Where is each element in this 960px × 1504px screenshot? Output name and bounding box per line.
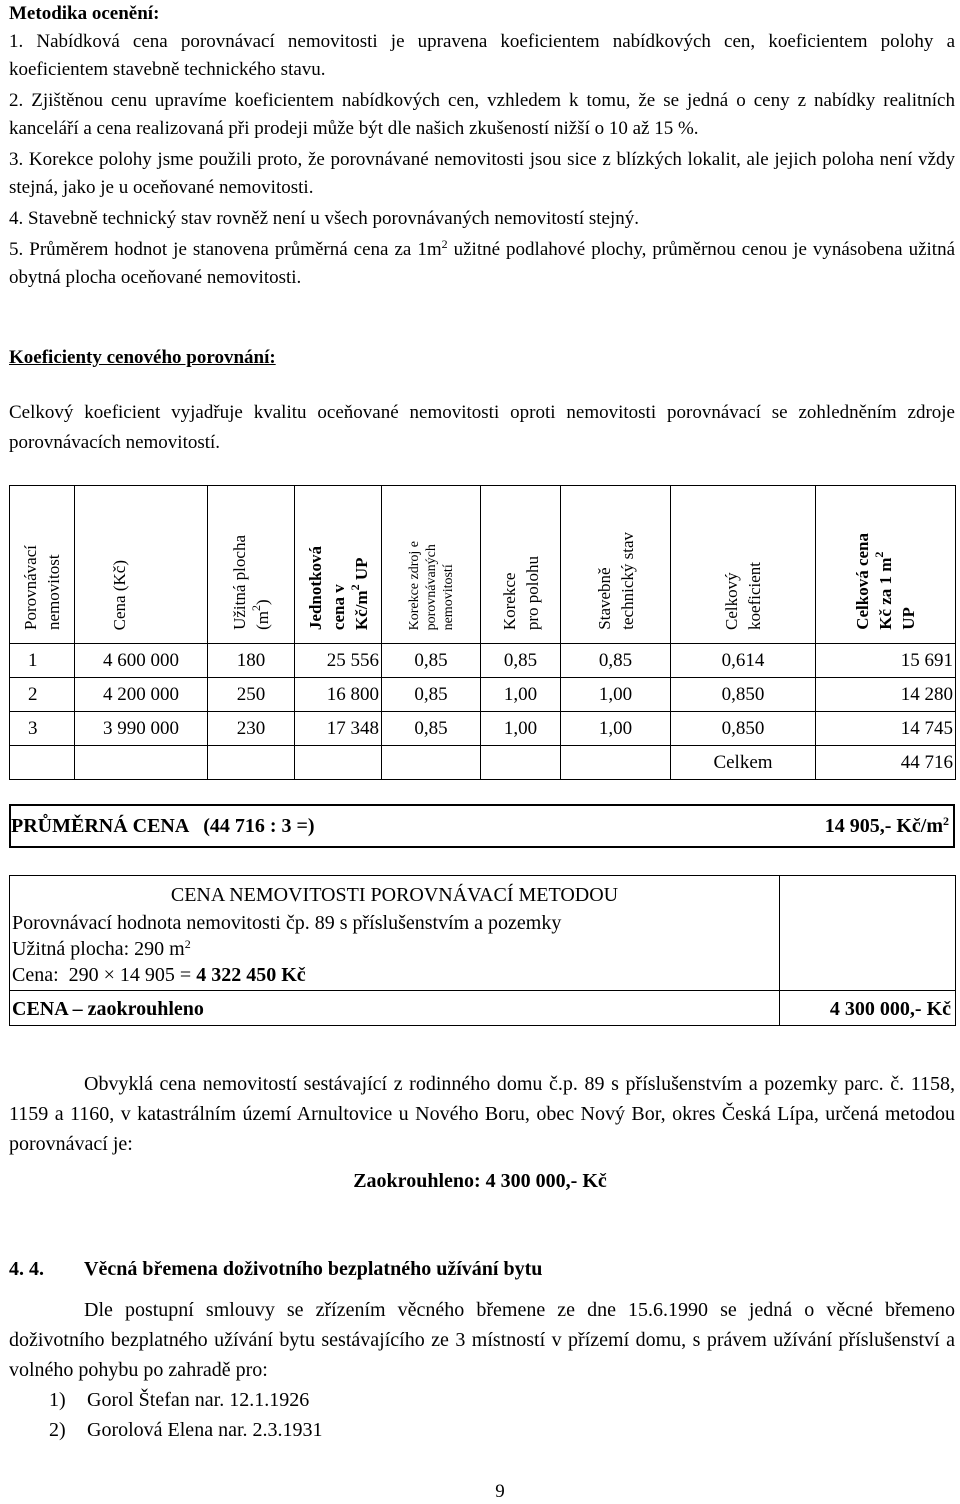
header-text: Celková cena [853, 533, 872, 630]
valuation-line-2 [12, 936, 777, 962]
row-total-price: 15 691 [816, 644, 956, 678]
header-unit-price [295, 486, 382, 644]
list-number: 1) [49, 1389, 66, 1411]
header-text: Celkový [722, 572, 741, 630]
empty-cell [75, 746, 208, 780]
row-total-price: 14 280 [816, 678, 956, 712]
row-price: 4 600 000 [75, 644, 208, 678]
methodology-item-2: 2. Zjištěnou cenu upravíme koeficientem nabídkových cen, vzhledem k tomu, že se jedná o ceny z nabídky realitních kanceláří a cena realizovaná při prodeji může být dle našich zkušeností nižší o 10 až 15 %. [9, 90, 955, 139]
header-text: nemovitostí [440, 563, 456, 630]
superscript: 2 [872, 551, 886, 558]
header-text: Jednotková [305, 545, 325, 630]
header-text: Kč/m [351, 590, 371, 630]
superscript: 2 [249, 605, 263, 612]
valuation-title: CENA NEMOVITOSTI POROVNÁVACÍ METODOU [170, 884, 619, 906]
methodology-item-3: 3. Korekce polohy jsme použili proto, že porovnávané nemovitosti jsou sice z blízkých lokalit, ale jejich poloha není vždy stejná, jako je u oceňované nemovitosti. [9, 149, 955, 198]
table-row [10, 712, 956, 746]
row-technical-condition: 1,00 [561, 712, 671, 746]
header-text: Kč za 1 m [876, 557, 895, 630]
summary-rounded: Zaokrouhleno: 4 300 000,- Kč [353, 1170, 607, 1192]
row-unit-price: 16 800 [295, 678, 382, 712]
methodology-item-5-text: 5. Průměrem hodnot je stanovena průměrná cena za 1m [9, 239, 442, 260]
row-unit-price: 25 556 [295, 644, 382, 678]
row-unit-price: 17 348 [295, 712, 382, 746]
row-area: 230 [208, 712, 295, 746]
person-name: Gorol Štefan nar. 12.1.1926 [87, 1389, 310, 1411]
page-number: 9 [495, 1481, 505, 1502]
section-number: 4. 4. [9, 1258, 44, 1280]
header-text: porovnávaných [423, 543, 439, 630]
summary-text: Obvyklá cena nemovitostí sestávající z rodinného domu č.p. 89 s příslušenstvím a pozemky parc. č. 1158, 1159 a 1160, v katastrálním území Arnultovice u Nového Boru, obec Nový Bor, okres Česká Lípa, určená metodou porovnávací je: [9, 1073, 955, 1155]
average-price-box [9, 804, 955, 848]
valuation-line-3 [12, 962, 777, 988]
methodology-item-5 [9, 236, 955, 292]
header-usable-area [208, 486, 295, 644]
row-area: 250 [208, 678, 295, 712]
methodology-item-1: 1. Nabídková cena porovnávací nemovitosti je upravena koeficientem nabídkových cen, koeficientem polohy a koeficientem stavebně technického stavu. [9, 31, 955, 80]
row-number: 1 [10, 644, 75, 678]
list-item [9, 1415, 955, 1445]
valuation-rounded-value: 4 300 000,- Kč [780, 991, 956, 1026]
header-total-coefficient [671, 486, 816, 644]
valuation-price-calc: Cena: 290 × 14 905 = [12, 964, 197, 986]
row-source-correction: 0,85 [382, 678, 481, 712]
empty-cell [295, 746, 382, 780]
empty-cell [10, 746, 75, 780]
row-number: 3 [10, 712, 75, 746]
header-technical-condition [561, 486, 671, 644]
row-technical-condition: 1,00 [561, 678, 671, 712]
empty-cell [481, 746, 561, 780]
row-price: 4 200 000 [75, 678, 208, 712]
section-text: Dle postupní smlouvy se zřízením věcného břemene ze dne 15.6.1990 se jedná o věcné břemeno doživotního bezplatného užívání bytu sestávajícího ze 3 místností v přízemí domu, s právem užívání příslušenství a volného pohybu po zahradě pro: [9, 1299, 955, 1381]
header-text: (m [253, 611, 272, 630]
empty-cell [561, 746, 671, 780]
header-text: pro polohu [522, 555, 542, 630]
empty-cell [382, 746, 481, 780]
header-price [75, 486, 208, 644]
row-source-correction: 0,85 [382, 644, 481, 678]
valuation-line-1: Porovnávací hodnota nemovitosti čp. 89 s příslušenstvím a pozemky [12, 912, 562, 934]
header-text: koeficient [745, 562, 764, 630]
header-text: UP [351, 557, 371, 585]
section-title: Věcná břemena doživotního bezplatného užívání bytu [84, 1258, 543, 1280]
row-location-correction: 1,00 [481, 712, 561, 746]
methodology-item-5-text-end: užitné podlahové plochy, průměrnou cenou je vynásobena užitná obytná plocha oceňované nemovitosti. [9, 239, 955, 288]
header-text: technický stav [617, 532, 637, 630]
header-text: cena v [328, 584, 348, 630]
header-text: Užitná plocha [230, 535, 249, 630]
valuation-price-result: 4 322 450 Kč [196, 964, 306, 986]
valuation-table [9, 875, 956, 1026]
coefficients-heading: Koeficienty cenového porovnání: [9, 347, 276, 368]
table-row [10, 644, 956, 678]
person-name: Gorolová Elena nar. 2.3.1931 [87, 1419, 323, 1441]
header-text: UP [899, 607, 918, 630]
superscript: 2 [347, 584, 362, 591]
header-text: Cena (Kč) [109, 559, 129, 630]
row-total-coefficient: 0,614 [671, 644, 816, 678]
header-location-correction [481, 486, 561, 644]
table-header-row [10, 486, 956, 644]
header-text: Stavebně [594, 567, 614, 630]
valuation-area-text: Užitná plocha: 290 m [12, 938, 185, 960]
row-area: 180 [208, 644, 295, 678]
row-price: 3 990 000 [75, 712, 208, 746]
row-location-correction: 1,00 [481, 678, 561, 712]
empty-cell [208, 746, 295, 780]
row-total-price: 14 745 [816, 712, 956, 746]
valuation-rounded-label: CENA – zaokrouhleno [10, 991, 780, 1026]
header-text: Korekce [499, 572, 519, 630]
section-4-4 [9, 1254, 955, 1445]
row-source-correction: 0,85 [382, 712, 481, 746]
methodology-heading: Metodika ocenění: [9, 3, 160, 24]
valuation-row [10, 876, 956, 991]
list-number: 2) [49, 1419, 66, 1441]
superscript: 2 [184, 937, 191, 951]
empty-cell [780, 876, 956, 991]
header-total-price-per-m2 [816, 486, 956, 644]
header-text: nemovitost [44, 554, 63, 630]
table-row [10, 678, 956, 712]
header-text: Porovnávací [21, 545, 40, 630]
average-price-value-text: 14 905,- Kč/m [824, 815, 943, 837]
coefficients-text: Celkový koeficient vyjadřuje kvalitu oceňované nemovitosti oproti nemovitosti porovnávací se zohledněním zdroje porovnávacích nemovitostí. [9, 402, 955, 453]
list-item [9, 1385, 955, 1415]
header-source-correction [382, 486, 481, 644]
table-sum-row [10, 746, 956, 780]
superscript: 2 [441, 237, 448, 251]
row-technical-condition: 0,85 [561, 644, 671, 678]
valuation-description-cell [10, 876, 780, 991]
average-price-value [825, 806, 949, 846]
superscript: 2 [943, 814, 949, 828]
row-total-coefficient: 0,850 [671, 712, 816, 746]
section-heading [9, 1254, 955, 1284]
header-text: ) [253, 599, 272, 606]
comparison-table [9, 485, 956, 780]
methodology-item-4: 4. Stavebně technický stav rovněž není u všech porovnávaných nemovitostí stejný. [9, 208, 640, 229]
row-total-coefficient: 0,850 [671, 678, 816, 712]
methodology-section [9, 0, 955, 292]
row-number: 2 [10, 678, 75, 712]
row-location-correction: 0,85 [481, 644, 561, 678]
sum-value: 44 716 [816, 746, 956, 780]
average-price-label: PRŮMĚRNÁ CENA (44 716 : 3 =) [11, 815, 315, 837]
header-comparative-property [10, 486, 75, 644]
sum-label: Celkem [671, 746, 816, 780]
valuation-rounded-row [10, 991, 956, 1026]
header-text: Korekce zdroj e [406, 540, 422, 630]
